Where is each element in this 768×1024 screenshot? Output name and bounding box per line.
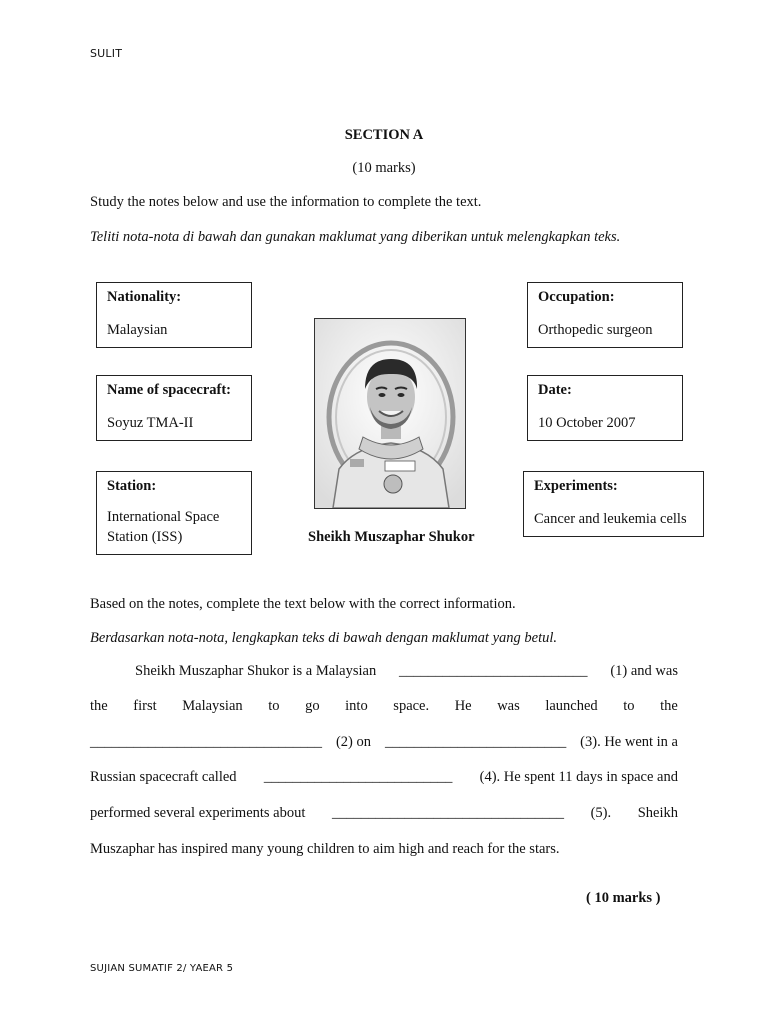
instruction-english: Study the notes below and use the information to complete the text.	[90, 194, 482, 210]
text-segment: Sheikh Muszaphar Shukor is a Malaysian	[135, 663, 377, 679]
text-word: into	[345, 698, 368, 714]
note-value: Orthopedic surgeon	[538, 322, 653, 338]
text-segment: (2) on	[335, 734, 371, 750]
text-word: space.	[393, 698, 430, 714]
text-segment: (5).	[590, 805, 612, 821]
text-word: the	[660, 698, 678, 714]
photo-caption: Sheikh Muszaphar Shukor	[308, 529, 475, 545]
note-value: Soyuz TMA-II	[107, 415, 194, 431]
note-value-line: International Space	[107, 509, 220, 525]
note-value-line: Station (ISS)	[107, 529, 183, 545]
note-value: Cancer and leukemia cells	[534, 511, 687, 527]
answer-blank-5: ________________________________	[331, 805, 564, 821]
text-word: Malaysian	[182, 698, 243, 714]
instruction-malay: Teliti nota-nota di bawah dan gunakan maklumat yang diberikan untuk melengkapkan teks.	[90, 229, 621, 245]
note-station	[96, 471, 252, 555]
text-word: was	[497, 698, 520, 714]
text-segment: Russian spacecraft called	[90, 769, 237, 785]
section-marks: (10 marks)	[352, 160, 416, 176]
text-line-6: Muszaphar has inspired many young children to aim high and reach for the stars.	[90, 841, 560, 857]
answer-blank-2: ________________________________	[90, 734, 322, 750]
text-line-5	[90, 805, 678, 822]
note-label: Date:	[538, 382, 572, 398]
task-english: Based on the notes, complete the text below with the correct information.	[90, 596, 516, 612]
text-segment: (3). He went in a	[580, 734, 678, 750]
text-word: the	[90, 698, 108, 714]
text-segment: (1) and was	[610, 663, 678, 679]
footer-label: SUJIAN SUMATIF 2/ YAEAR 5	[90, 963, 234, 974]
astronaut-photo	[314, 318, 466, 509]
note-value	[107, 507, 241, 547]
note-date	[527, 375, 683, 441]
header-label: SULIT	[90, 47, 123, 60]
note-label: Station:	[107, 478, 157, 494]
note-spacecraft	[96, 375, 252, 441]
note-experiments	[523, 471, 704, 537]
text-line-2	[90, 698, 678, 715]
answer-blank-3: _________________________	[384, 734, 567, 750]
note-label: Occupation:	[538, 289, 615, 305]
total-marks: ( 10 marks )	[586, 890, 661, 906]
text-segment: (4). He spent 11 days in space and	[479, 769, 678, 785]
note-label: Nationality:	[107, 289, 182, 305]
astronaut-portrait-icon	[315, 319, 465, 508]
task-malay: Berdasarkan nota-nota, lengkapkan teks di bawah dengan maklumat yang betul.	[90, 630, 558, 646]
text-line-1	[90, 663, 678, 680]
note-occupation	[527, 282, 683, 348]
text-segment: Sheikh	[637, 805, 678, 821]
note-value: Malaysian	[107, 322, 168, 338]
text-line-4	[90, 769, 678, 786]
text-word: to	[623, 698, 635, 714]
note-label: Experiments:	[534, 478, 618, 494]
section-title: SECTION A	[344, 127, 424, 143]
note-nationality	[96, 282, 252, 348]
text-segment: performed several experiments about	[90, 805, 306, 821]
text-word: first	[133, 698, 157, 714]
text-word: He	[454, 698, 472, 714]
text-word: to	[268, 698, 280, 714]
text-word: launched	[545, 698, 598, 714]
text-word: go	[305, 698, 320, 714]
note-value: 10 October 2007	[538, 415, 636, 431]
text-line-3	[90, 734, 678, 751]
answer-blank-4: __________________________	[263, 769, 453, 785]
note-label: Name of spacecraft:	[107, 382, 232, 398]
answer-blank-1: __________________________	[399, 663, 588, 679]
